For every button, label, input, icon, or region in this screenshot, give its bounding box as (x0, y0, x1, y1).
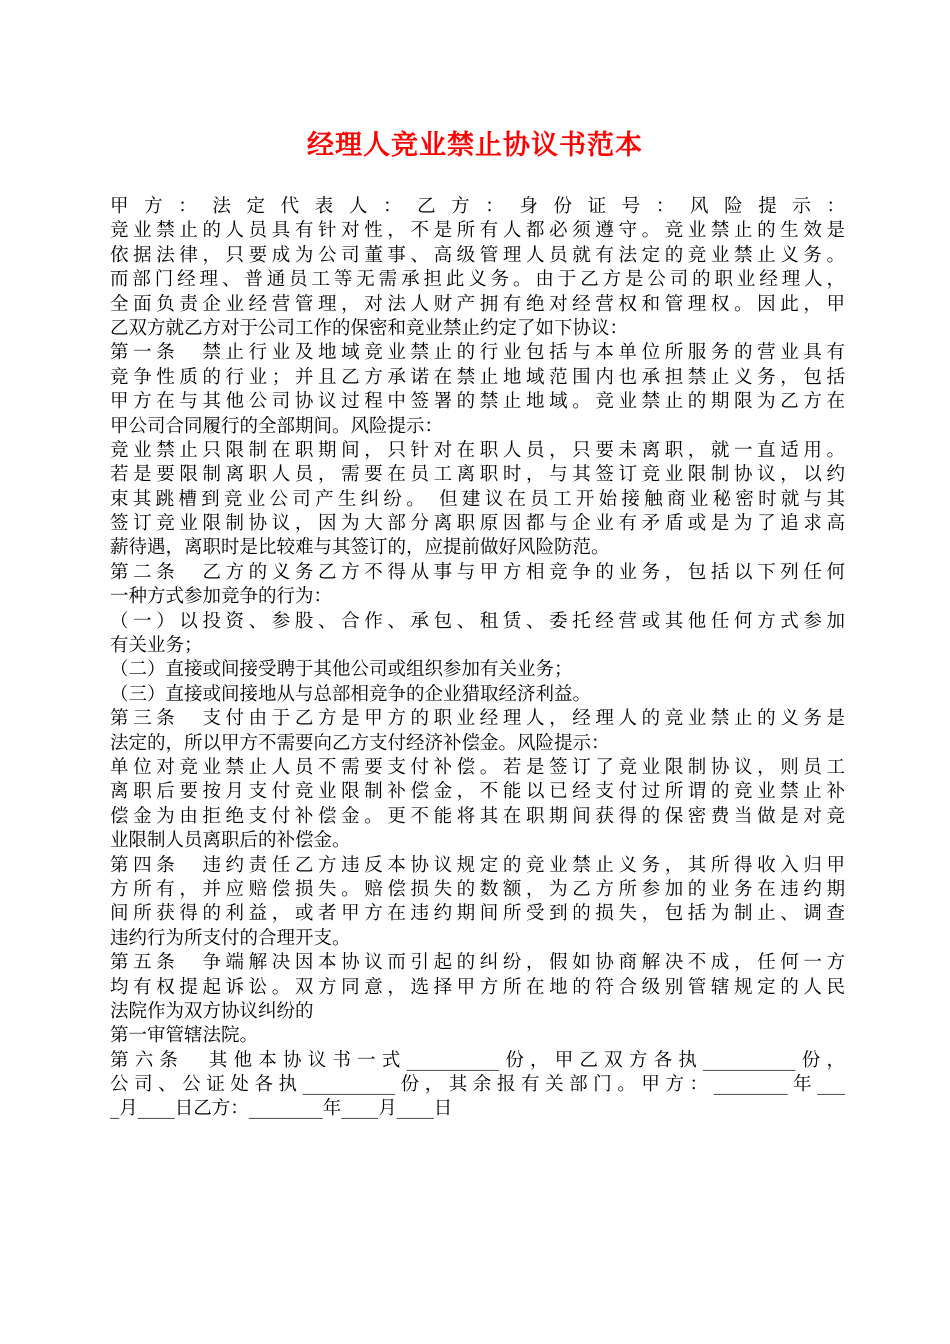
text-line-21: （三）直接或间接地从与总部相竞争的企业猎取经济利益。 (110, 683, 592, 705)
text-line-27: 业限制人员离职后的补偿金。 (110, 830, 351, 852)
text-line-31: 违约行为所支付的合理开支。 (110, 927, 351, 949)
text-line-33: 均有权提起诉讼。双方同意，选择甲方所在地的符合级别管辖规定的人民 (110, 976, 845, 998)
text-line-34: 法院作为双方协议纠纷的 (110, 1000, 314, 1022)
text-line-10: 甲公司合同履行的全部期间。风险提示： (110, 415, 444, 437)
text-line-23: 法定的，所以甲方不需要向乙方支付经济补偿金。风险提示： (110, 732, 610, 754)
text-line-8: 竞争性质的行业；并且乙方承诺在禁止地域范围内也承担禁止义务，包括 (110, 366, 845, 388)
text-line-13: 束其跳槽到竞业公司产生纠纷。 但建议在员工开始接触商业秘密时就与其 (110, 488, 845, 510)
text-line-11: 竞业禁止只限制在职期间，只针对在职人员，只要未离职，就一直适用。 (110, 439, 845, 461)
text-line-30: 间所获得的利益，或者甲方在违约期间所受到的损失，包括为制止、调查 (110, 903, 845, 925)
document-body (110, 195, 845, 1122)
text-line-7: 第一条 禁止行业及地域竞业禁止的行业包括与本单位所服务的营业具有 (110, 342, 845, 364)
text-line-4: 而部门经理、普通员工等无需承担此义务。由于乙方是公司的职业经理人， (110, 269, 845, 291)
text-line-12: 若是要限制离职人员，需要在员工离职时，与其签订竞业限制协议，以约 (110, 464, 845, 486)
text-line-19: 有关业务； (110, 635, 203, 657)
text-line-2: 竞业禁止的人员具有针对性，不是所有人都必须遵守。竞业禁止的生效是 (110, 220, 845, 242)
text-line-22: 第三条 支付由于乙方是甲方的职业经理人，经理人的竞业禁止的义务是 (110, 708, 845, 730)
text-line-24: 单位对竞业禁止人员不需要支付补偿。若是签订了竞业限制协议，则员工 (110, 756, 845, 778)
text-line-32: 第五条 争端解决因本协议而引起的纠纷，假如协商解决不成，任何一方 (110, 952, 845, 974)
text-line-17: 一种方式参加竞争的行为： (110, 586, 333, 608)
text-line-37: 公司、公证处各执__________份，其余报有关部门。甲方：________年___ (110, 1074, 845, 1096)
text-line-28: 第四条 违约责任乙方违反本协议规定的竞业禁止义务，其所得收入归甲 (110, 854, 845, 876)
text-line-35: 第一审管辖法院。 (110, 1025, 259, 1047)
text-line-16: 第二条 乙方的义务乙方不得从事与甲方相竞争的业务，包括以下列任何 (110, 561, 845, 583)
text-line-14: 签订竞业限制协议，因为大部分离职原因都与企业有矛盾或是为了追求高 (110, 513, 845, 535)
text-line-9: 甲方在与其他公司协议过程中签署的禁止地域。竞业禁止的期限为乙方在 (110, 391, 845, 413)
text-line-3: 依据法律，只要成为公司董事、高级管理人员就有法定的竞业禁止义务。 (110, 244, 845, 266)
text-line-38: _月____日乙方：________年____月____日 (110, 1098, 453, 1120)
text-line-20: （二）直接或间接受聘于其他公司或组织参加有关业务； (110, 659, 573, 681)
text-line-5: 全面负责企业经营管理，对法人财产拥有绝对经营权和管理权。因此，甲 (110, 293, 845, 315)
text-line-25: 离职后要按月支付竞业限制补偿金，不能以已经支付过所谓的竞业禁止补 (110, 781, 845, 803)
text-line-26: 偿金为由拒绝支付补偿金。更不能将其在职期间获得的保密费当做是对竞 (110, 805, 845, 827)
text-line-15: 薪待遇，离职时是比较难与其签订的，应提前做好风险防范。 (110, 537, 610, 559)
text-line-1: 甲方：法定代表人：乙方：身份证号：风险提示： (110, 196, 845, 217)
text-line-18: （一）以投资、参股、合作、承包、租赁、委托经营或其他任何方式参加 (110, 610, 845, 632)
text-line-6: 乙双方就乙方对于公司工作的保密和竞业禁止约定了如下协议： (110, 317, 629, 339)
document-title: 经理人竞业禁止协议书范本 (307, 130, 643, 161)
text-line-29: 方所有，并应赔偿损失。赔偿损失的数额，为乙方所参加的业务在违约期 (110, 878, 845, 900)
text-line-36: 第六条 其他本协议书一式__________份，甲乙双方各执__________份， (110, 1049, 845, 1071)
